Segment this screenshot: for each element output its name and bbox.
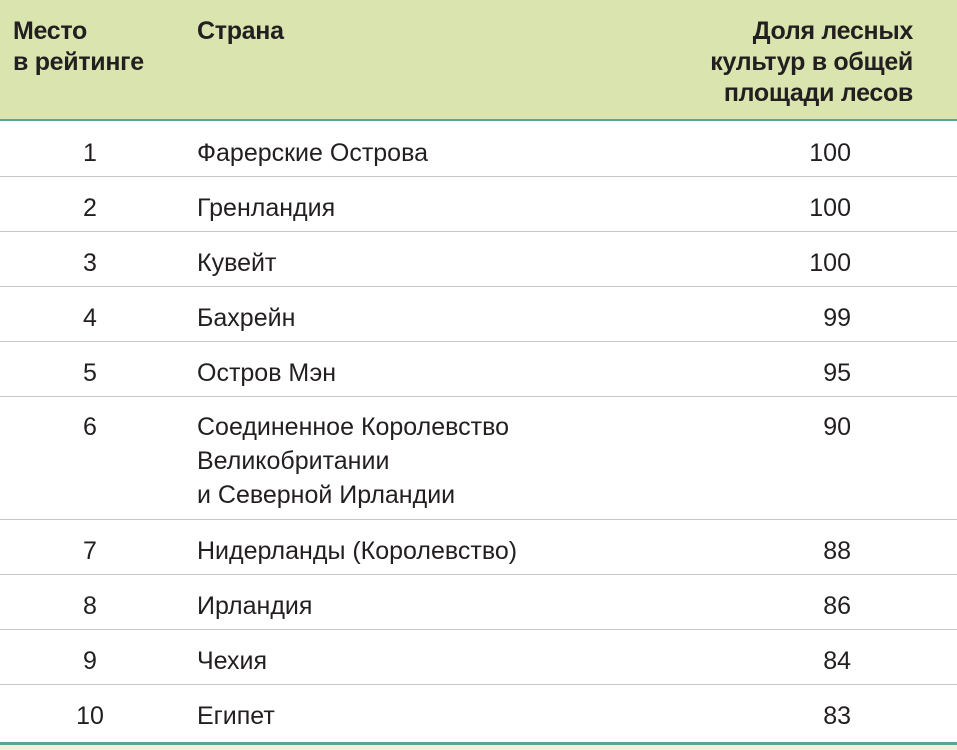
cell-rank: 3 bbox=[83, 249, 97, 277]
table-row bbox=[0, 177, 957, 232]
cell-share: 100 bbox=[809, 194, 851, 222]
table-header bbox=[0, 0, 957, 121]
cell-country: Нидерланды (Королевство) bbox=[197, 537, 518, 565]
table-row bbox=[0, 397, 957, 520]
table-row bbox=[0, 630, 957, 685]
cell-country: Остров Мэн bbox=[197, 359, 337, 387]
cell-share: 100 bbox=[809, 249, 851, 277]
header-country: Страна bbox=[197, 17, 284, 45]
table-row bbox=[0, 575, 957, 630]
cell-rank: 4 bbox=[83, 304, 97, 332]
cell-share: 100 bbox=[809, 139, 851, 167]
cell-rank: 8 bbox=[83, 592, 97, 620]
cell-country: Гренландия bbox=[197, 194, 336, 222]
header-share: Доля лесных культур в общей площади лесов bbox=[710, 17, 913, 107]
cell-rank: 9 bbox=[83, 647, 97, 675]
table-footer-band bbox=[0, 745, 957, 750]
table-row bbox=[0, 121, 957, 177]
table-row bbox=[0, 520, 957, 575]
cell-rank: 5 bbox=[83, 359, 97, 387]
cell-share: 99 bbox=[823, 304, 851, 332]
cell-share: 86 bbox=[823, 592, 851, 620]
cell-share: 95 bbox=[823, 359, 851, 387]
cell-country: Египет bbox=[197, 702, 275, 730]
table-row bbox=[0, 287, 957, 342]
header-rank: Место в рейтинге bbox=[13, 17, 144, 76]
cell-rank: 7 bbox=[83, 537, 97, 565]
cell-share: 90 bbox=[823, 413, 851, 441]
cell-rank: 2 bbox=[83, 194, 97, 222]
cell-country: Ирландия bbox=[197, 592, 313, 620]
table-row bbox=[0, 342, 957, 397]
cell-rank: 6 bbox=[83, 413, 97, 441]
cell-rank: 1 bbox=[83, 139, 97, 167]
cell-share: 88 bbox=[823, 537, 851, 565]
cell-rank: 10 bbox=[76, 702, 104, 730]
cell-country: Кувейт bbox=[197, 249, 277, 277]
table-row bbox=[0, 685, 957, 740]
cell-share: 83 bbox=[823, 702, 851, 730]
cell-country: Фарерские Острова bbox=[197, 139, 428, 167]
cell-country: Соединенное Королевство Великобритании и Северной Ирландии bbox=[197, 413, 510, 509]
cell-country: Бахрейн bbox=[197, 304, 296, 332]
cell-country: Чехия bbox=[197, 647, 268, 675]
cell-share: 84 bbox=[823, 647, 851, 675]
table-row bbox=[0, 232, 957, 287]
